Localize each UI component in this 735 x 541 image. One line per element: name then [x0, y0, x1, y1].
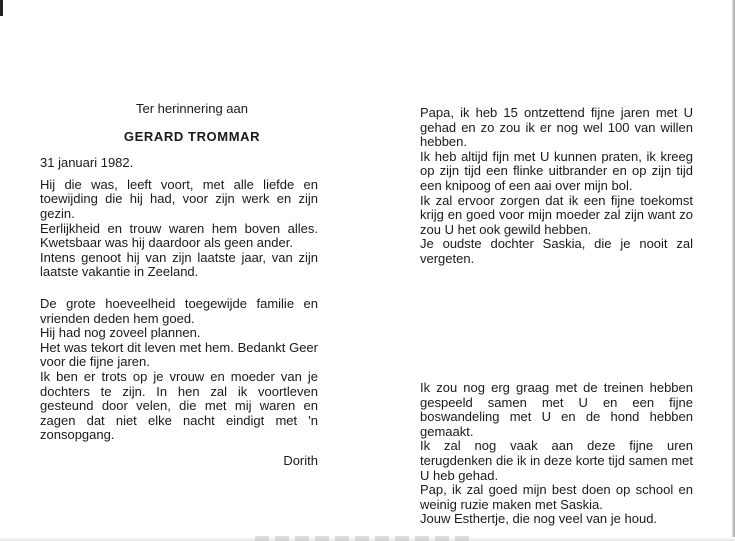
- left-text-group-1: [40, 178, 318, 280]
- paragraph: Hij die was, leeft voort, met alle liefde en toewijding die hij had, voor zijn werk en zijn gezin.: [40, 176, 318, 221]
- paragraph: De grote hoeveelheid toegewijde familie en vrienden deden hem goed.: [40, 295, 318, 326]
- right-column-bottom: [420, 381, 693, 527]
- paragraph: Het was tekort dit leven met hem. Bedankt Geer voor die fijne jaren.: [40, 339, 318, 370]
- corner-mark: [0, 0, 3, 16]
- paragraph: Ik zal ervoor zorgen dat ik een fijne toekomst krijg en goed voor mijn moeder zal zijn want zo zou U het ook gewild hebben.: [420, 192, 693, 237]
- date-of-death: 31 januari 1982.: [40, 155, 134, 171]
- paragraph: Hij had nog zoveel plannen.: [40, 325, 201, 341]
- paragraph: Ik zou nog erg graag met de treinen hebben gespeeld samen met U en een fijne boswandeling met U en de hond hebben gemaakt.: [420, 380, 693, 439]
- paragraph: Je oudste dochter Saskia, die je nooit zal vergeten.: [420, 236, 693, 266]
- paragraph: Intens genoot hij van zijn laatste jaar, van zijn laatste vakantie in Zeeland.: [40, 249, 318, 280]
- paragraph: Ik ben er trots op je vrouw en moeder van je dochters te zijn. In hen zal ik voortleven gesteund door velen, die met mij waren en zagen dat niet elke nacht eindigt met 'n zonsopgang.: [40, 368, 318, 443]
- right-column-top: [420, 106, 693, 267]
- deceased-name: GERARD TROMMAR: [123, 128, 261, 144]
- paragraph: Eerlijkheid en trouw waren hem boven alles. Kwetsbaar was hij daardoor als geen ander.: [40, 220, 318, 251]
- scan-smudge: [255, 536, 475, 541]
- left-text-group-2: [40, 297, 318, 443]
- paragraph: Ik heb altijd fijn met U kunnen praten, ik kreeg op zijn tijd een flinke uitbrander en op zijn tijd een knipoog of een aai over mijn bol.: [420, 148, 693, 193]
- signature-dorith: Dorith: [283, 452, 318, 468]
- paragraph: Ik zal nog vaak aan deze fijne uren terugdenken die ik in deze korte tijd samen met U heb gehad.: [420, 438, 693, 483]
- paragraph: Jouw Esthertje, die nog veel van je houd.: [420, 511, 658, 527]
- left-column: [40, 102, 318, 468]
- paragraph: Pap, ik zal goed mijn best doen op school en weinig ruzie maken met Saskia.: [420, 482, 693, 512]
- memorial-intro: Ter herinnering aan: [135, 101, 249, 116]
- paragraph: Papa, ik heb 15 ontzettend fijne jaren met U gehad en zo zou ik er nog wel 100 van willen hebben.: [420, 105, 693, 150]
